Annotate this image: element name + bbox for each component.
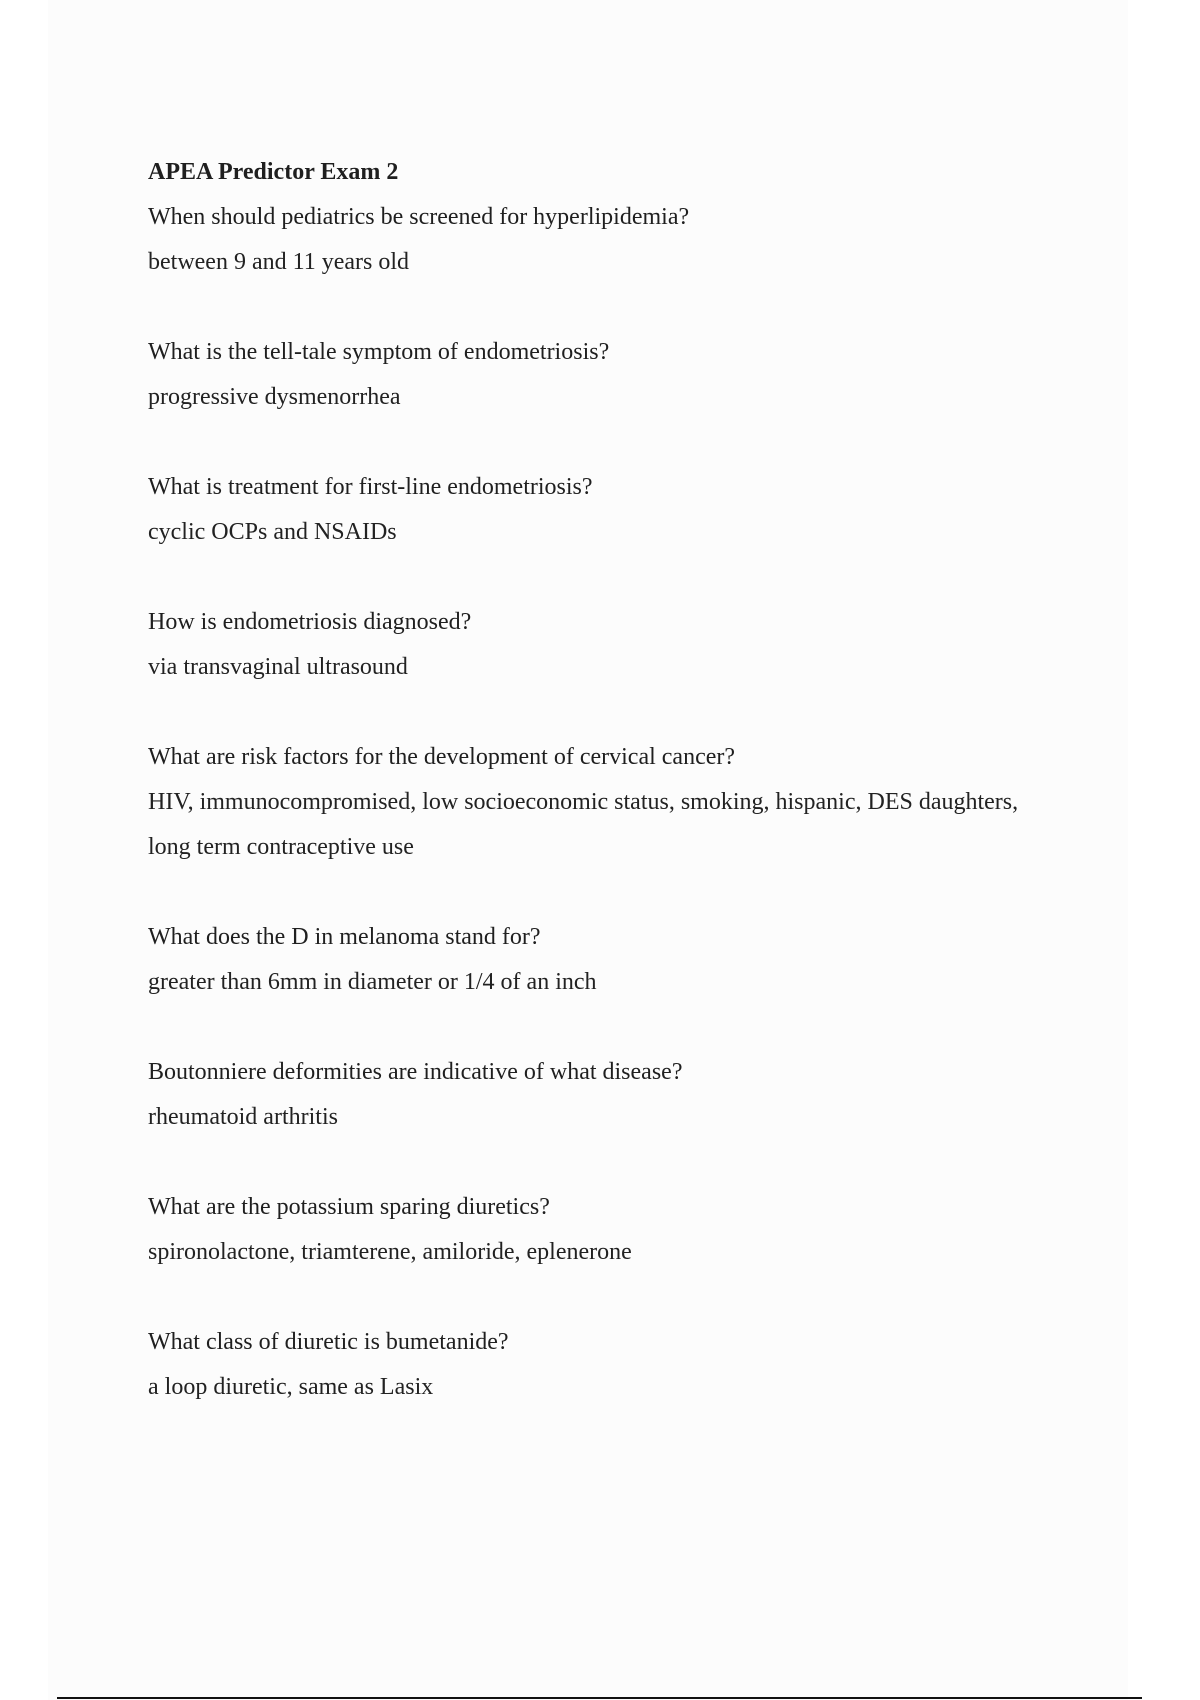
question-text: What is treatment for first-line endometriosis? — [148, 474, 593, 500]
document-content — [148, 150, 1048, 1455]
question-text: What does the D in melanoma stand for? — [148, 924, 541, 950]
question-text: What class of diuretic is bumetanide? — [148, 1329, 509, 1355]
qa-item — [148, 915, 1048, 1005]
document-title: APEA Predictor Exam 2 — [148, 159, 399, 185]
answer-text: spironolactone, triamterene, amiloride, eplenerone — [148, 1239, 632, 1265]
qa-item — [148, 330, 1048, 420]
question-text: When should pediatrics be screened for hyperlipidemia? — [148, 204, 690, 230]
qa-item — [148, 1050, 1048, 1140]
answer-text: rheumatoid arthritis — [148, 1104, 338, 1130]
answer-text: via transvaginal ultrasound — [148, 654, 408, 680]
qa-item — [148, 735, 1048, 870]
question-text: What are the potassium sparing diuretics? — [148, 1194, 550, 1220]
answer-text: cyclic OCPs and NSAIDs — [148, 519, 397, 545]
question-text: What is the tell-tale symptom of endometriosis? — [148, 339, 610, 365]
question-text: How is endometriosis diagnosed? — [148, 609, 472, 635]
qa-item — [148, 600, 1048, 690]
answer-text: progressive dysmenorrhea — [148, 384, 401, 410]
qa-item — [148, 1185, 1048, 1275]
answer-text: between 9 and 11 years old — [148, 249, 410, 275]
page-bottom-rule — [57, 1697, 1142, 1699]
answer-text: a loop diuretic, same as Lasix — [148, 1374, 434, 1400]
question-text: What are risk factors for the development of cervical cancer? — [148, 744, 736, 770]
qa-item — [148, 195, 1048, 285]
qa-item — [148, 1320, 1048, 1410]
answer-text: greater than 6mm in diameter or 1/4 of an inch — [148, 969, 597, 995]
answer-text: HIV, immunocompromised, low socioeconomic status, smoking, hispanic, DES daughters, long term contraceptive use — [148, 789, 1019, 860]
question-text: Boutonniere deformities are indicative of what disease? — [148, 1059, 683, 1085]
qa-item — [148, 465, 1048, 555]
